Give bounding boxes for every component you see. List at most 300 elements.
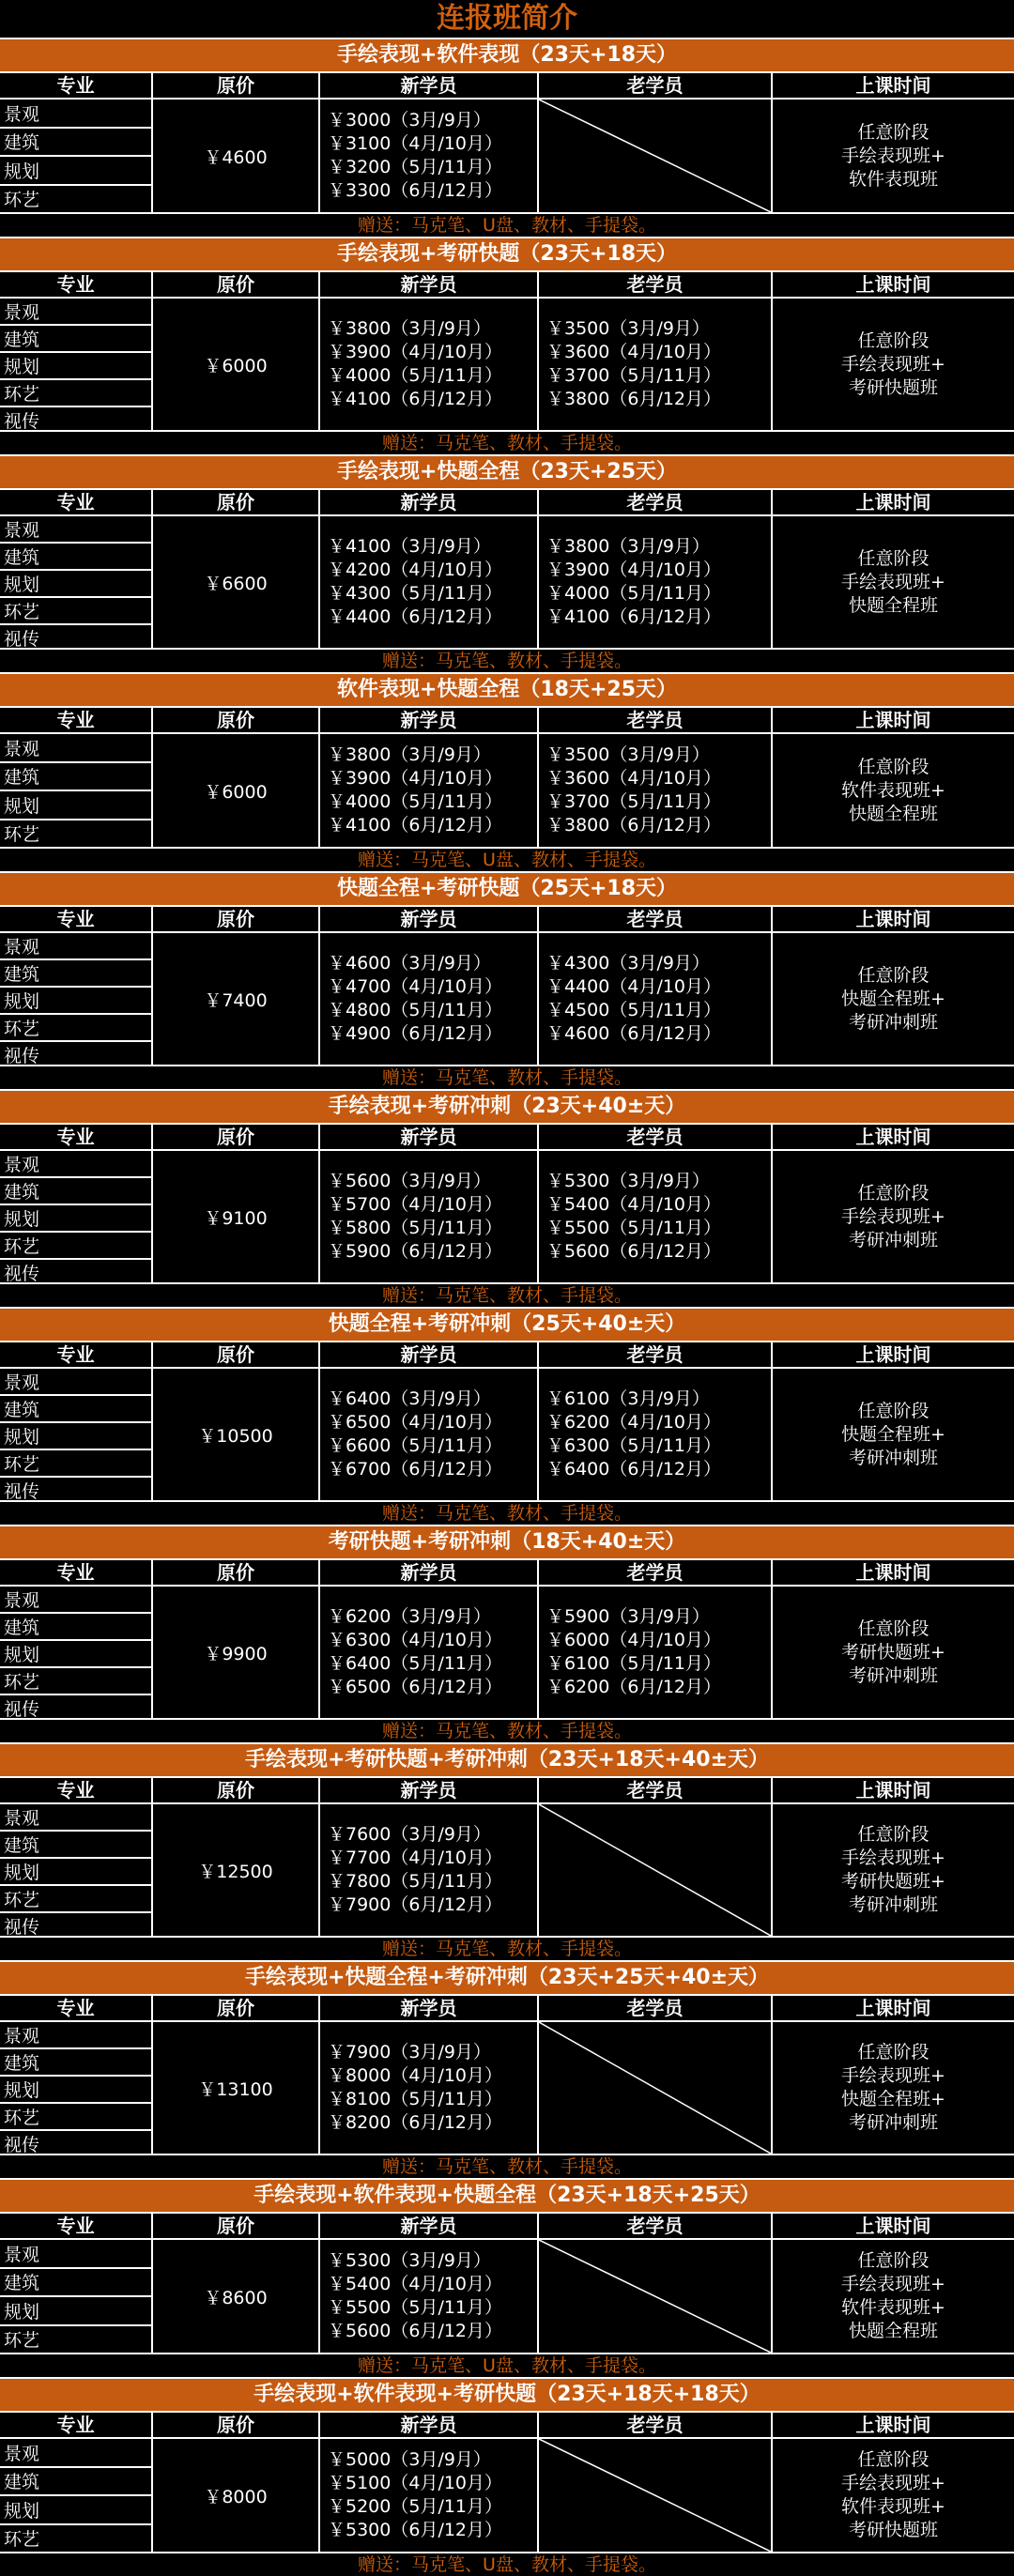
- major-item: 规划: [0, 353, 151, 380]
- major-item: 环艺: [0, 380, 151, 407]
- major-item: 建筑: [0, 129, 151, 158]
- gift-note: 赠送：马克笔、U盘、教材、手提袋。: [0, 2353, 1014, 2377]
- time-line: 快题全程班+: [841, 1423, 945, 1445]
- header-price: 原价: [153, 1560, 320, 1585]
- original-price: ￥9100: [153, 1151, 320, 1282]
- major-item: 规划: [0, 2077, 151, 2104]
- table-header: [0, 1996, 1014, 2022]
- header-major: 专业: [0, 272, 153, 297]
- header-new: 新学员: [320, 1778, 539, 1802]
- price-line: ￥3800（6月/12月）: [546, 815, 722, 836]
- course-section: [0, 237, 1014, 454]
- table-header: [0, 73, 1014, 100]
- major-item: 景观: [0, 2240, 151, 2269]
- time-line: 任意阶段: [857, 2042, 930, 2062]
- major-item: 景观: [0, 299, 151, 326]
- price-line: ￥8200（6月/12月）: [328, 2112, 503, 2133]
- price-line: ￥3300（6月/12月）: [328, 180, 503, 201]
- header-new: 新学员: [320, 2214, 539, 2238]
- price-line: ￥4000（5月/11月）: [546, 583, 722, 604]
- price-line: ￥7600（3月/9月）: [328, 1824, 491, 1845]
- price-line: ￥4300（3月/9月）: [546, 953, 710, 974]
- table-body: [0, 933, 1014, 1065]
- price-line: ￥6200（4月/10月）: [546, 1412, 722, 1433]
- time-line: 任意阶段: [857, 964, 930, 986]
- header-time: 上课时间: [855, 1779, 931, 1802]
- time-line: 快题全程班+: [841, 988, 945, 1009]
- major-item: 建筑: [0, 1614, 151, 1641]
- table-header: [0, 1778, 1014, 1804]
- major-item: 环艺: [4, 2330, 40, 2352]
- original-price: ￥6000: [153, 299, 320, 430]
- price-line: ￥6200（3月/9月）: [328, 1606, 491, 1627]
- major-item: 环艺: [0, 598, 151, 625]
- price-line: ￥4000（5月/11月）: [328, 365, 503, 386]
- major-item: 规划: [0, 988, 151, 1015]
- header-old: 老学员: [539, 73, 773, 98]
- header-time: 上课时间: [855, 1126, 931, 1148]
- section-title: 手绘表现+软件表现（23天+18天）: [0, 39, 1014, 73]
- original-price: ￥7400: [153, 933, 320, 1065]
- time-line: 快题全程班+: [841, 2089, 945, 2109]
- time-line: 手绘表现班+: [841, 353, 945, 375]
- gift-note: 赠送：马克笔、U盘、教材、手提袋。: [0, 2552, 1014, 2576]
- gift-note: 赠送：马克笔、教材、手提袋。: [0, 1936, 1014, 1960]
- course-section: [0, 1089, 1014, 1307]
- header-price: 原价: [153, 708, 320, 732]
- course-section: [0, 672, 1014, 871]
- header-price: 原价: [153, 73, 320, 98]
- major-item: 规划: [0, 1423, 151, 1450]
- major-item: 建筑: [0, 2269, 151, 2298]
- major-item: 环艺: [0, 1668, 151, 1695]
- original-price: ￥9900: [153, 1587, 320, 1718]
- old-student-prices: [539, 734, 773, 847]
- price-line: ￥3900（4月/10月）: [328, 768, 503, 789]
- majors-column: [0, 2439, 153, 2552]
- price-line: ￥3600（4月/10月）: [546, 342, 722, 362]
- time-line: 手绘表现班+: [841, 2473, 945, 2493]
- header-major: 专业: [0, 490, 153, 514]
- major-item: 规划: [0, 2297, 151, 2326]
- price-line: ￥6400（6月/12月）: [546, 1459, 722, 1480]
- major-item: 环艺: [0, 2104, 151, 2131]
- header-time: 上课时间: [855, 1561, 931, 1584]
- major-item: 景观: [0, 100, 151, 129]
- price-line: ￥5700（4月/10月）: [328, 1194, 503, 1215]
- table-header: [0, 1125, 1014, 1151]
- price-line: ￥3800（3月/9月）: [328, 744, 491, 765]
- original-price: ￥13100: [153, 2022, 320, 2154]
- time-line: 手绘表现班+: [841, 1205, 945, 1227]
- header-old: 老学员: [539, 1560, 773, 1585]
- original-price: ￥8000: [153, 2439, 320, 2552]
- course-section: [0, 1960, 1014, 2178]
- time-line: 考研冲刺班: [848, 1229, 938, 1250]
- table-header: [0, 1560, 1014, 1587]
- table-body: [0, 1369, 1014, 1500]
- price-line: ￥4000（5月/11月）: [328, 791, 503, 812]
- price-line: ￥3600（4月/10月）: [546, 768, 722, 789]
- empty-cell-diagonal: [539, 100, 771, 212]
- gift-note: 赠送：马克笔、教材、手提袋。: [0, 430, 1014, 454]
- price-line: ￥5100（4月/10月）: [328, 2473, 503, 2493]
- class-time: [773, 2240, 1014, 2353]
- price-line: ￥5400（4月/10月）: [546, 1194, 722, 1215]
- new-student-prices: [320, 1587, 539, 1718]
- major-item: 建筑: [0, 763, 151, 792]
- majors-column: [0, 1587, 153, 1718]
- price-line: ￥6500（6月/12月）: [328, 1677, 503, 1697]
- header-price: 原价: [153, 490, 320, 514]
- table-body: [0, 299, 1014, 430]
- course-section: [0, 871, 1014, 1089]
- price-line: ￥4800（5月/11月）: [328, 1000, 503, 1020]
- majors-column: [0, 933, 153, 1065]
- price-line: ￥4400（6月/12月）: [328, 606, 503, 627]
- time-line: 考研冲刺班: [848, 2112, 938, 2133]
- header-new: 新学员: [320, 1996, 539, 2020]
- major-item: 环艺: [0, 1015, 151, 1042]
- major-item: 环艺: [0, 1886, 151, 1913]
- price-line: ￥6200（6月/12月）: [546, 1677, 722, 1697]
- major-item: 建筑: [0, 1832, 151, 1859]
- class-time: [773, 2439, 1014, 2552]
- major-item: 视传: [4, 1699, 40, 1720]
- table-body: [0, 516, 1014, 648]
- time-line: 任意阶段: [857, 1618, 930, 1639]
- course-section: [0, 1307, 1014, 1525]
- time-line: 任意阶段: [857, 756, 930, 777]
- header-price: 原价: [153, 1125, 320, 1149]
- table-header: [0, 1342, 1014, 1369]
- time-line: 考研冲刺班: [848, 1894, 938, 1915]
- time-line: 考研冲刺班: [848, 1447, 938, 1468]
- major-item: 规划: [0, 157, 151, 186]
- gift-note: 赠送：马克笔、教材、手提袋。: [0, 1065, 1014, 1089]
- new-student-prices: [320, 299, 539, 430]
- major-item: 景观: [0, 1804, 151, 1832]
- time-line: 手绘表现班+: [841, 1848, 945, 1868]
- price-line: ￥4400（4月/10月）: [546, 976, 722, 997]
- price-line: ￥5600（3月/9月）: [328, 1171, 491, 1191]
- time-line: 任意阶段: [857, 2250, 930, 2271]
- header-price: 原价: [153, 907, 320, 931]
- price-line: ￥5300（6月/12月）: [328, 2520, 503, 2540]
- major-item: 景观: [0, 2439, 151, 2468]
- major-item: 建筑: [0, 2468, 151, 2497]
- header-major: 专业: [0, 1125, 153, 1149]
- price-line: ￥6700（6月/12月）: [328, 1459, 503, 1480]
- price-line: ￥4100（6月/12月）: [328, 389, 503, 409]
- price-line: ￥5200（5月/11月）: [328, 2496, 503, 2517]
- sections-container: [0, 38, 1014, 2576]
- class-time: [773, 1151, 1014, 1282]
- header-major: 专业: [0, 1996, 153, 2020]
- time-line: 软件表现班+: [841, 2297, 945, 2318]
- table-header: [0, 490, 1014, 516]
- header-major: 专业: [0, 708, 153, 732]
- time-line: 快题全程班: [848, 594, 938, 616]
- table-body: [0, 2022, 1014, 2154]
- section-title: 手绘表现+考研快题（23天+18天）: [0, 238, 1014, 272]
- gift-note: 赠送：马克笔、教材、手提袋。: [0, 2154, 1014, 2178]
- price-line: ￥3800（6月/12月）: [546, 389, 722, 409]
- price-line: ￥5900（6月/12月）: [328, 1241, 503, 1262]
- price-line: ￥6300（4月/10月）: [328, 1630, 503, 1650]
- new-student-prices: [320, 516, 539, 648]
- course-section: [0, 1742, 1014, 1960]
- table-body: [0, 2439, 1014, 2552]
- major-item: 景观: [0, 2022, 151, 2049]
- price-line: ￥3700（5月/11月）: [546, 791, 722, 812]
- old-student-prices: [539, 1804, 773, 1936]
- header-time: 上课时间: [855, 2215, 931, 2237]
- time-line: 软件表现班+: [841, 779, 945, 801]
- price-line: ￥6000（4月/10月）: [546, 1630, 722, 1650]
- price-line: ￥5900（3月/9月）: [546, 1606, 710, 1627]
- price-line: ￥4900（6月/12月）: [328, 1023, 503, 1044]
- majors-column: [0, 1151, 153, 1282]
- section-title: 快题全程+考研快题（25天+18天）: [0, 873, 1014, 907]
- section-title: 手绘表现+软件表现+快题全程（23天+18天+25天）: [0, 2180, 1014, 2214]
- header-major: 专业: [0, 73, 153, 98]
- price-line: ￥8000（4月/10月）: [328, 2065, 503, 2086]
- major-item: 规划: [0, 2496, 151, 2525]
- course-section: [0, 1525, 1014, 1742]
- price-line: ￥8100（5月/11月）: [328, 2089, 503, 2109]
- price-line: ￥3100（4月/10月）: [328, 133, 503, 154]
- price-line: ￥5000（3月/9月）: [328, 2449, 491, 2470]
- new-student-prices: [320, 2240, 539, 2353]
- section-title: 考研快题+考研冲刺（18天+40±天）: [0, 1526, 1014, 1560]
- major-item: 建筑: [0, 326, 151, 353]
- header-old: 老学员: [539, 490, 773, 514]
- price-line: ￥5300（3月/9月）: [546, 1171, 710, 1191]
- time-line: 考研快题班+: [841, 1871, 945, 1892]
- section-title: 快题全程+考研冲刺（25天+40±天）: [0, 1309, 1014, 1342]
- major-item: 视传: [4, 1481, 40, 1502]
- price-line: ￥3800（3月/9月）: [328, 318, 491, 339]
- header-old: 老学员: [539, 1778, 773, 1802]
- price-line: ￥5500（5月/11月）: [328, 2297, 503, 2318]
- major-item: 建筑: [0, 1178, 151, 1205]
- price-line: ￥6100（3月/9月）: [546, 1388, 710, 1409]
- major-item: 规划: [0, 1859, 151, 1886]
- header-major: 专业: [0, 1560, 153, 1585]
- class-time: [773, 2022, 1014, 2154]
- class-time: [773, 734, 1014, 847]
- time-line: 手绘表现班+: [841, 571, 945, 592]
- major-item: 视传: [4, 629, 40, 650]
- major-item: 视传: [4, 1917, 40, 1938]
- header-time: 上课时间: [855, 2414, 931, 2436]
- major-item: 视传: [4, 2135, 40, 2155]
- class-time: [773, 100, 1014, 212]
- time-line: 手绘表现班+: [841, 2274, 945, 2294]
- table-body: [0, 2240, 1014, 2353]
- price-line: ￥6100（5月/11月）: [546, 1653, 722, 1674]
- price-line: ￥7900（6月/12月）: [328, 1894, 503, 1915]
- time-line: 软件表现班+: [841, 2496, 945, 2517]
- time-line: 手绘表现班+: [841, 2065, 945, 2086]
- majors-column: [0, 2022, 153, 2154]
- section-title: 软件表现+快题全程（18天+25天）: [0, 674, 1014, 708]
- header-time: 上课时间: [855, 1997, 931, 2019]
- header-price: 原价: [153, 1342, 320, 1367]
- price-line: ￥3000（3月/9月）: [328, 110, 491, 130]
- table-header: [0, 272, 1014, 299]
- table-body: [0, 1804, 1014, 1936]
- old-student-prices: [539, 2439, 773, 2552]
- major-item: 规划: [0, 571, 151, 598]
- time-line: 考研冲刺班: [848, 1664, 938, 1686]
- major-item: 建筑: [0, 960, 151, 988]
- header-old: 老学员: [539, 1996, 773, 2020]
- price-line: ￥5600（6月/12月）: [546, 1241, 722, 1262]
- new-student-prices: [320, 100, 539, 212]
- header-major: 专业: [0, 2413, 153, 2437]
- header-old: 老学员: [539, 907, 773, 931]
- price-line: ￥3500（3月/9月）: [546, 744, 710, 765]
- empty-cell-diagonal: [539, 2240, 771, 2353]
- class-time: [773, 299, 1014, 430]
- price-line: ￥4500（5月/11月）: [546, 1000, 722, 1020]
- price-line: ￥3900（4月/10月）: [546, 560, 722, 580]
- major-item: 景观: [0, 933, 151, 960]
- major-item: 环艺: [0, 1450, 151, 1478]
- original-price: ￥6600: [153, 516, 320, 648]
- class-time: [773, 1369, 1014, 1500]
- major-item: 视传: [4, 1046, 40, 1066]
- class-time: [773, 1804, 1014, 1936]
- old-student-prices: [539, 1151, 773, 1282]
- major-item: 景观: [0, 1151, 151, 1178]
- old-student-prices: [539, 933, 773, 1065]
- class-time: [773, 933, 1014, 1065]
- new-student-prices: [320, 1369, 539, 1500]
- majors-column: [0, 516, 153, 648]
- price-line: ￥3800（3月/9月）: [546, 536, 710, 557]
- course-section: [0, 454, 1014, 672]
- old-student-prices: [539, 516, 773, 648]
- price-line: ￥7700（4月/10月）: [328, 1848, 503, 1868]
- empty-cell-diagonal: [539, 2022, 771, 2154]
- major-item: 环艺: [0, 1233, 151, 1260]
- table-header: [0, 907, 1014, 933]
- section-title: 手绘表现+快题全程（23天+25天）: [0, 456, 1014, 490]
- majors-column: [0, 1369, 153, 1500]
- header-time: 上课时间: [855, 273, 931, 296]
- page-title: 连报班简介: [0, 0, 1014, 38]
- time-line: 任意阶段: [857, 1182, 930, 1204]
- time-line: 软件表现班: [848, 168, 938, 190]
- major-item: 建筑: [0, 1396, 151, 1423]
- major-item: 视传: [4, 1264, 40, 1284]
- section-title: 手绘表现+软件表现+考研快题（23天+18天+18天）: [0, 2379, 1014, 2413]
- class-time: [773, 1587, 1014, 1718]
- price-line: ￥3500（3月/9月）: [546, 318, 710, 339]
- majors-column: [0, 100, 153, 212]
- price-line: ￥5500（5月/11月）: [546, 1218, 722, 1238]
- table-body: [0, 1587, 1014, 1718]
- original-price: ￥4600: [153, 100, 320, 212]
- header-major: 专业: [0, 2214, 153, 2238]
- old-student-prices: [539, 2240, 773, 2353]
- header-price: 原价: [153, 2214, 320, 2238]
- new-student-prices: [320, 2439, 539, 2552]
- old-student-prices: [539, 1369, 773, 1500]
- header-old: 老学员: [539, 2413, 773, 2437]
- major-item: 景观: [0, 734, 151, 763]
- header-new: 新学员: [320, 1342, 539, 1367]
- time-line: 任意阶段: [857, 330, 930, 351]
- header-new: 新学员: [320, 2413, 539, 2437]
- major-item: 景观: [0, 516, 151, 544]
- majors-column: [0, 2240, 153, 2353]
- time-line: 快题全程班: [848, 2321, 938, 2341]
- table-body: [0, 1151, 1014, 1282]
- new-student-prices: [320, 1151, 539, 1282]
- price-line: ￥5300（3月/9月）: [328, 2250, 491, 2271]
- major-item: 视传: [4, 411, 40, 432]
- major-item: 规划: [0, 1205, 151, 1233]
- new-student-prices: [320, 933, 539, 1065]
- time-line: 手绘表现班+: [841, 145, 945, 166]
- original-price: ￥12500: [153, 1804, 320, 1936]
- price-line: ￥3900（4月/10月）: [328, 342, 503, 362]
- price-line: ￥6500（4月/10月）: [328, 1412, 503, 1433]
- time-line: 任意阶段: [857, 121, 930, 143]
- header-new: 新学员: [320, 1125, 539, 1149]
- old-student-prices: [539, 100, 773, 212]
- gift-note: 赠送：马克笔、U盘、教材、手提袋。: [0, 847, 1014, 871]
- header-time: 上课时间: [855, 908, 931, 930]
- header-price: 原价: [153, 1778, 320, 1802]
- old-student-prices: [539, 299, 773, 430]
- price-line: ￥6300（5月/11月）: [546, 1435, 722, 1456]
- price-line: ￥4600（3月/9月）: [328, 953, 491, 974]
- time-line: 快题全程班: [848, 803, 938, 824]
- price-line: ￥5800（5月/11月）: [328, 1218, 503, 1238]
- table-body: [0, 734, 1014, 847]
- header-time: 上课时间: [855, 1343, 931, 1366]
- header-major: 专业: [0, 1342, 153, 1367]
- major-item: 环艺: [4, 190, 40, 211]
- price-line: ￥7900（3月/9月）: [328, 2042, 491, 2062]
- gift-note: 赠送：马克笔、教材、手提袋。: [0, 1718, 1014, 1742]
- table-header: [0, 2413, 1014, 2439]
- time-line: 任意阶段: [857, 2449, 930, 2470]
- major-item: 建筑: [0, 2049, 151, 2077]
- price-line: ￥4200（4月/10月）: [328, 560, 503, 580]
- table-body: [0, 100, 1014, 212]
- old-student-prices: [539, 1587, 773, 1718]
- time-line: 任意阶段: [857, 1400, 930, 1421]
- header-old: 老学员: [539, 1342, 773, 1367]
- price-line: ￥7800（5月/11月）: [328, 1871, 503, 1892]
- header-old: 老学员: [539, 708, 773, 732]
- original-price: ￥6000: [153, 734, 320, 847]
- major-item: 规划: [0, 1641, 151, 1668]
- price-line: ￥5400（4月/10月）: [328, 2274, 503, 2294]
- header-new: 新学员: [320, 708, 539, 732]
- section-title: 手绘表现+快题全程+考研冲刺（23天+25天+40±天）: [0, 1962, 1014, 1996]
- old-student-prices: [539, 2022, 773, 2154]
- original-price: ￥8600: [153, 2240, 320, 2353]
- price-line: ￥6400（3月/9月）: [328, 1388, 491, 1409]
- course-section: [0, 2178, 1014, 2377]
